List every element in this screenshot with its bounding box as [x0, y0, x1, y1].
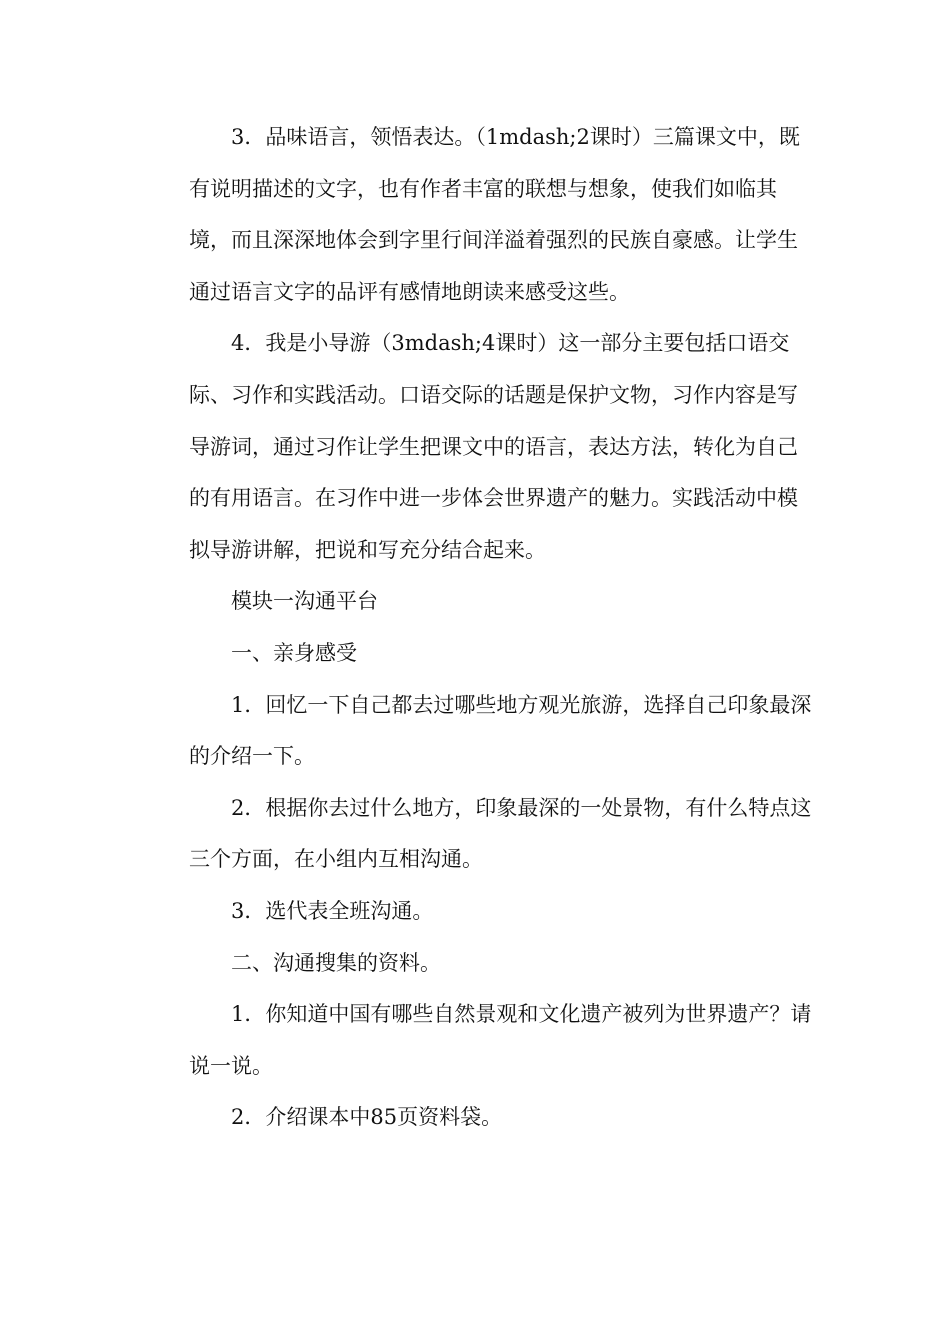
- heading-module-one: [147, 576, 809, 628]
- text-line: 2．根据你去过什么地方，印象最深的一处景物，有什么特点这: [231, 795, 812, 820]
- text-line: 1．你知道中国有哪些自然景观和文化遗产被列为世界遗产？请: [231, 1002, 812, 1027]
- text-line: 1．回忆一下自己都去过哪些地方观光旅游，选择自己印象最深: [231, 692, 812, 717]
- text-line: 导游词，通过习作让学生把课文中的语言，表达方法，转化为自己: [189, 434, 798, 459]
- text-line: 4．我是小导游（3mdash;4课时）这一部分主要包括口语交: [231, 331, 790, 356]
- document-body: [147, 112, 812, 1144]
- text-line: 3．品味语言，领悟表达。（1mdash;2课时）三篇课文中，既: [231, 125, 800, 149]
- paragraph-little-guide: [147, 318, 809, 576]
- text-line: 三个方面，在小组内互相沟通。: [189, 847, 483, 872]
- paragraph-item-3-representative: [147, 886, 809, 938]
- heading-section-two: [147, 938, 809, 990]
- text-line: 境，而且深深地体会到字里行间洋溢着强烈的民族自豪感。让学生: [189, 228, 798, 253]
- text-line: 模块一沟通平台: [231, 589, 378, 614]
- text-line: 通过语言文字的品评有感情地朗读来感受这些。: [189, 279, 630, 304]
- text-line: 的介绍一下。: [189, 744, 315, 769]
- paragraph-savor-language: [147, 112, 809, 318]
- text-line: 说一说。: [189, 1053, 273, 1078]
- paragraph-item-2-discuss: [147, 783, 812, 886]
- text-line: 2．介绍课本中85页资料袋。: [231, 1105, 503, 1130]
- paragraph-item-2-textbook: [147, 1092, 809, 1144]
- text-line: 3．选代表全班沟通。: [231, 898, 434, 923]
- heading-section-one: [147, 628, 809, 680]
- paragraph-item-1-world-heritage: [147, 989, 812, 1092]
- paragraph-item-1-recall: [147, 680, 812, 783]
- text-line: 二、沟通搜集的资料。: [231, 950, 441, 975]
- text-line: 拟导游讲解，把说和写充分结合起来。: [189, 537, 546, 562]
- text-line: 有说明描述的文字，也有作者丰富的联想与想象，使我们如临其: [189, 176, 777, 201]
- text-line: 的有用语言。在习作中进一步体会世界遗产的魅力。实践活动中模: [189, 486, 798, 511]
- text-line: 一、亲身感受: [231, 640, 357, 665]
- text-line: 际、习作和实践活动。口语交际的话题是保护文物，习作内容是写: [189, 382, 798, 407]
